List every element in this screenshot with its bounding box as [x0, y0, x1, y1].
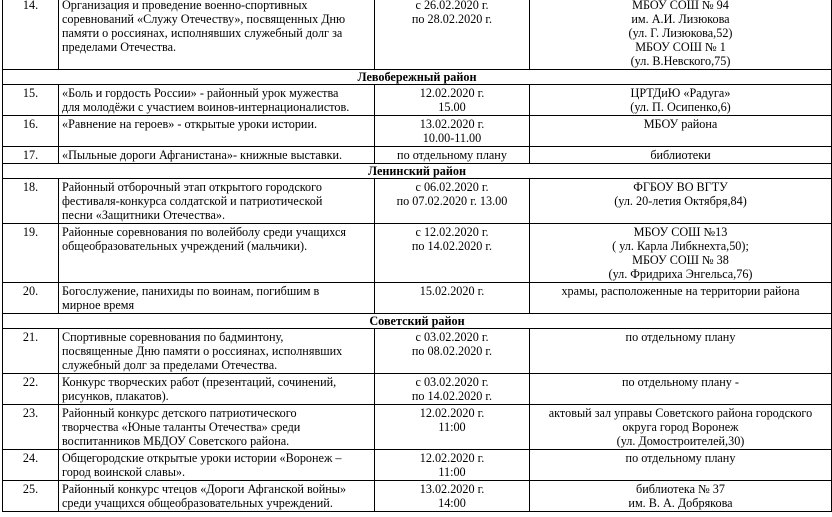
venue-cell — [530, 85, 832, 116]
event-text-line: Районные соревнования по волейболу среди учащихся — [62, 225, 347, 239]
event-text-line: Конкурс творческих работ (презентаций, сочинений, — [62, 375, 337, 389]
event-text-line: Богослужение, панихиды по воинам, погибшим в — [62, 284, 320, 298]
row-number: 19. — [3, 224, 59, 283]
event-text-line: «Равнение на героев» - открытые уроки истории. — [62, 117, 318, 131]
row-number: 20. — [3, 283, 59, 314]
date-text-line: 15.00 — [438, 100, 466, 114]
venue-text-line: им. А.И. Лизюкова — [631, 12, 730, 26]
venue-text-line: библиотека № 37 — [636, 482, 725, 496]
event-cell — [59, 179, 375, 224]
date-text-line: с 03.02.2020 г. — [415, 330, 489, 344]
dates-cell — [375, 374, 530, 405]
event-text-line: воспитанников МБДОУ Советского района. — [62, 434, 290, 448]
date-text-line: по 14.02.2020 г. — [411, 389, 493, 403]
event-text-line: творчества «Юные таланты Отечества» среди — [62, 420, 301, 434]
table-row — [3, 405, 832, 450]
row-number: 22. — [3, 374, 59, 405]
dates-cell — [375, 0, 530, 70]
event-text-line: Общегородские открытые уроки истории «Воронеж – — [62, 451, 342, 465]
event-text-line: памяти о россиянах, исполнявших служебный долг за — [62, 26, 343, 40]
row-number: 18. — [3, 179, 59, 224]
dates-cell — [375, 481, 530, 512]
table-row — [3, 0, 832, 70]
row-number: 25. — [3, 481, 59, 512]
event-text-line: песни «Защитники Отечества». — [62, 208, 226, 222]
venue-cell — [530, 481, 832, 512]
row-number: 17. — [3, 147, 59, 164]
event-text-line: фестиваля-конкурса солдатской и патриотической — [62, 194, 323, 208]
date-text-line: по 08.02.2020 г. — [411, 344, 493, 358]
venue-text-line: им. В. А. Добрякова — [628, 496, 733, 510]
row-number: 14. — [3, 0, 59, 70]
event-text-line: среди учащихся общеобразовательных учреждений. — [62, 496, 333, 510]
event-text-line: город воинской славы». — [62, 465, 186, 479]
event-cell — [59, 85, 375, 116]
dates-cell — [375, 224, 530, 283]
venue-text-line: ФГБОУ ВО ВГТУ — [633, 180, 728, 194]
table-row — [3, 450, 832, 481]
table-row — [3, 283, 832, 314]
table-row — [3, 179, 832, 224]
venue-text-line: по отдельному плану — [625, 330, 736, 344]
date-text-line: 12.02.2020 г. — [419, 406, 485, 420]
event-text-line: посвященные Дню памяти о россиянах, исполнявших — [62, 344, 343, 358]
event-text-line: общеобразовательных учреждений (мальчики). — [62, 239, 308, 253]
event-text-line: рисунков, плакатов). — [62, 389, 169, 403]
date-text-line: с 03.02.2020 г. — [415, 375, 489, 389]
events-table — [2, 0, 832, 512]
venue-text-line: (ул. В.Невского,75) — [630, 54, 731, 68]
district-title: Левобережный район — [3, 70, 832, 85]
dates-cell — [375, 116, 530, 147]
table-row — [3, 224, 832, 283]
venue-text-line: ЦРТДиЮ «Радуга» — [630, 86, 731, 100]
dates-cell — [375, 147, 530, 164]
venue-text-line: по отдельному плану — [625, 451, 736, 465]
venue-cell — [530, 147, 832, 164]
venue-text-line: МБОУ СОШ №13 — [633, 225, 728, 239]
venue-cell — [530, 283, 832, 314]
district-section-row — [3, 70, 832, 85]
venue-text-line: округа город Воронеж — [622, 420, 739, 434]
district-section-row — [3, 314, 832, 329]
table-row — [3, 481, 832, 512]
event-text-line: мирное время — [62, 298, 135, 312]
date-text-line: 13.02.2020 г. — [419, 117, 485, 131]
event-text-line: Районный конкурс чтецов «Дороги Афганской войны» — [62, 482, 347, 496]
table-row — [3, 374, 832, 405]
date-text-line: по 28.02.2020 г. — [411, 12, 493, 26]
date-text-line: 11:00 — [438, 465, 466, 479]
date-text-line: 11:00 — [438, 420, 466, 434]
table-row — [3, 85, 832, 116]
district-title: Ленинский район — [3, 164, 832, 179]
venue-text-line: храмы, расположенные на территории района — [561, 284, 800, 298]
event-text-line: «Пыльные дороги Афганистана»- книжные выставки. — [62, 148, 343, 162]
event-cell — [59, 450, 375, 481]
date-text-line: с 26.02.2020 г. — [415, 0, 489, 12]
event-cell — [59, 0, 375, 70]
dates-cell — [375, 329, 530, 374]
venue-cell — [530, 450, 832, 481]
row-number: 24. — [3, 450, 59, 481]
date-text-line: по 14.02.2020 г. — [411, 239, 493, 253]
table-row — [3, 116, 832, 147]
table-row — [3, 329, 832, 374]
date-text-line: 12.02.2020 г. — [419, 86, 485, 100]
date-text-line: по отдельному плану — [397, 148, 507, 162]
event-text-line: для молодёжи с участием воинов-интернационалистов. — [62, 100, 350, 114]
date-text-line: 14:00 — [438, 496, 466, 510]
row-number: 23. — [3, 405, 59, 450]
event-cell — [59, 405, 375, 450]
venue-cell — [530, 179, 832, 224]
venue-text-line: (ул. Домостроителей,30) — [616, 434, 745, 448]
table-row — [3, 147, 832, 164]
venue-text-line: ( ул. Карла Либкнехта,50); — [612, 239, 749, 253]
event-cell — [59, 116, 375, 147]
venue-text-line: МБОУ СОШ № 1 — [635, 40, 726, 54]
venue-cell — [530, 0, 832, 70]
event-text-line: служебный долг за пределами Отечества. — [62, 358, 278, 372]
event-text-line: соревнований «Служу Отечеству», посвященных Дню — [62, 12, 346, 26]
venue-cell — [530, 116, 832, 147]
row-number: 15. — [3, 85, 59, 116]
district-title: Советский район — [3, 314, 832, 329]
venue-text-line: (ул. Г. Лизюкова,52) — [628, 26, 733, 40]
venue-text-line: (ул. П. Осипенко,6) — [630, 100, 731, 114]
date-text-line: 15.02.2020 г. — [419, 284, 485, 298]
dates-cell — [375, 283, 530, 314]
venue-text-line: МБОУ СОШ № 94 — [632, 0, 729, 12]
date-text-line: по 07.02.2020 г. 13.00 — [396, 194, 508, 208]
event-cell — [59, 329, 375, 374]
event-text-line: «Боль и гордость России» - районный урок мужества — [62, 86, 339, 100]
event-cell — [59, 374, 375, 405]
dates-cell — [375, 179, 530, 224]
event-text-line: пределами Отечества. — [62, 40, 177, 54]
event-text-line: Спортивные соревнования по бадминтону, — [62, 330, 284, 344]
venue-cell — [530, 224, 832, 283]
venue-cell — [530, 329, 832, 374]
venue-text-line: МБОУ района — [643, 117, 718, 131]
venue-cell — [530, 374, 832, 405]
district-section-row — [3, 164, 832, 179]
event-text-line: Районный конкурс детского патриотического — [62, 406, 297, 420]
date-text-line: с 12.02.2020 г. — [415, 225, 489, 239]
event-text-line: Районный отборочный этап открытого городского — [62, 180, 322, 194]
venue-text-line: (ул. 20-летия Октября,84) — [614, 194, 747, 208]
venue-text-line: МБОУ СОШ № 38 — [632, 253, 729, 267]
dates-cell — [375, 450, 530, 481]
event-text-line: Организация и проведение военно-спортивных — [62, 0, 308, 12]
dates-cell — [375, 85, 530, 116]
venue-text-line: (ул. Фридриха Энгельса,76) — [608, 267, 753, 281]
row-number: 21. — [3, 329, 59, 374]
date-text-line: 10.00-11.00 — [422, 131, 482, 145]
event-cell — [59, 224, 375, 283]
venue-text-line: актовый зал управы Советского района городского — [548, 406, 813, 420]
date-text-line: с 06.02.2020 г. — [415, 180, 489, 194]
event-cell — [59, 147, 375, 164]
venue-text-line: библиотеки — [650, 148, 711, 162]
dates-cell — [375, 405, 530, 450]
row-number: 16. — [3, 116, 59, 147]
date-text-line: 12.02.2020 г. — [419, 451, 485, 465]
venue-cell — [530, 405, 832, 450]
event-cell — [59, 283, 375, 314]
event-cell — [59, 481, 375, 512]
venue-text-line: по отдельному плану - — [622, 375, 739, 389]
events-table-body — [3, 0, 832, 512]
date-text-line: 13.02.2020 г. — [419, 482, 485, 496]
